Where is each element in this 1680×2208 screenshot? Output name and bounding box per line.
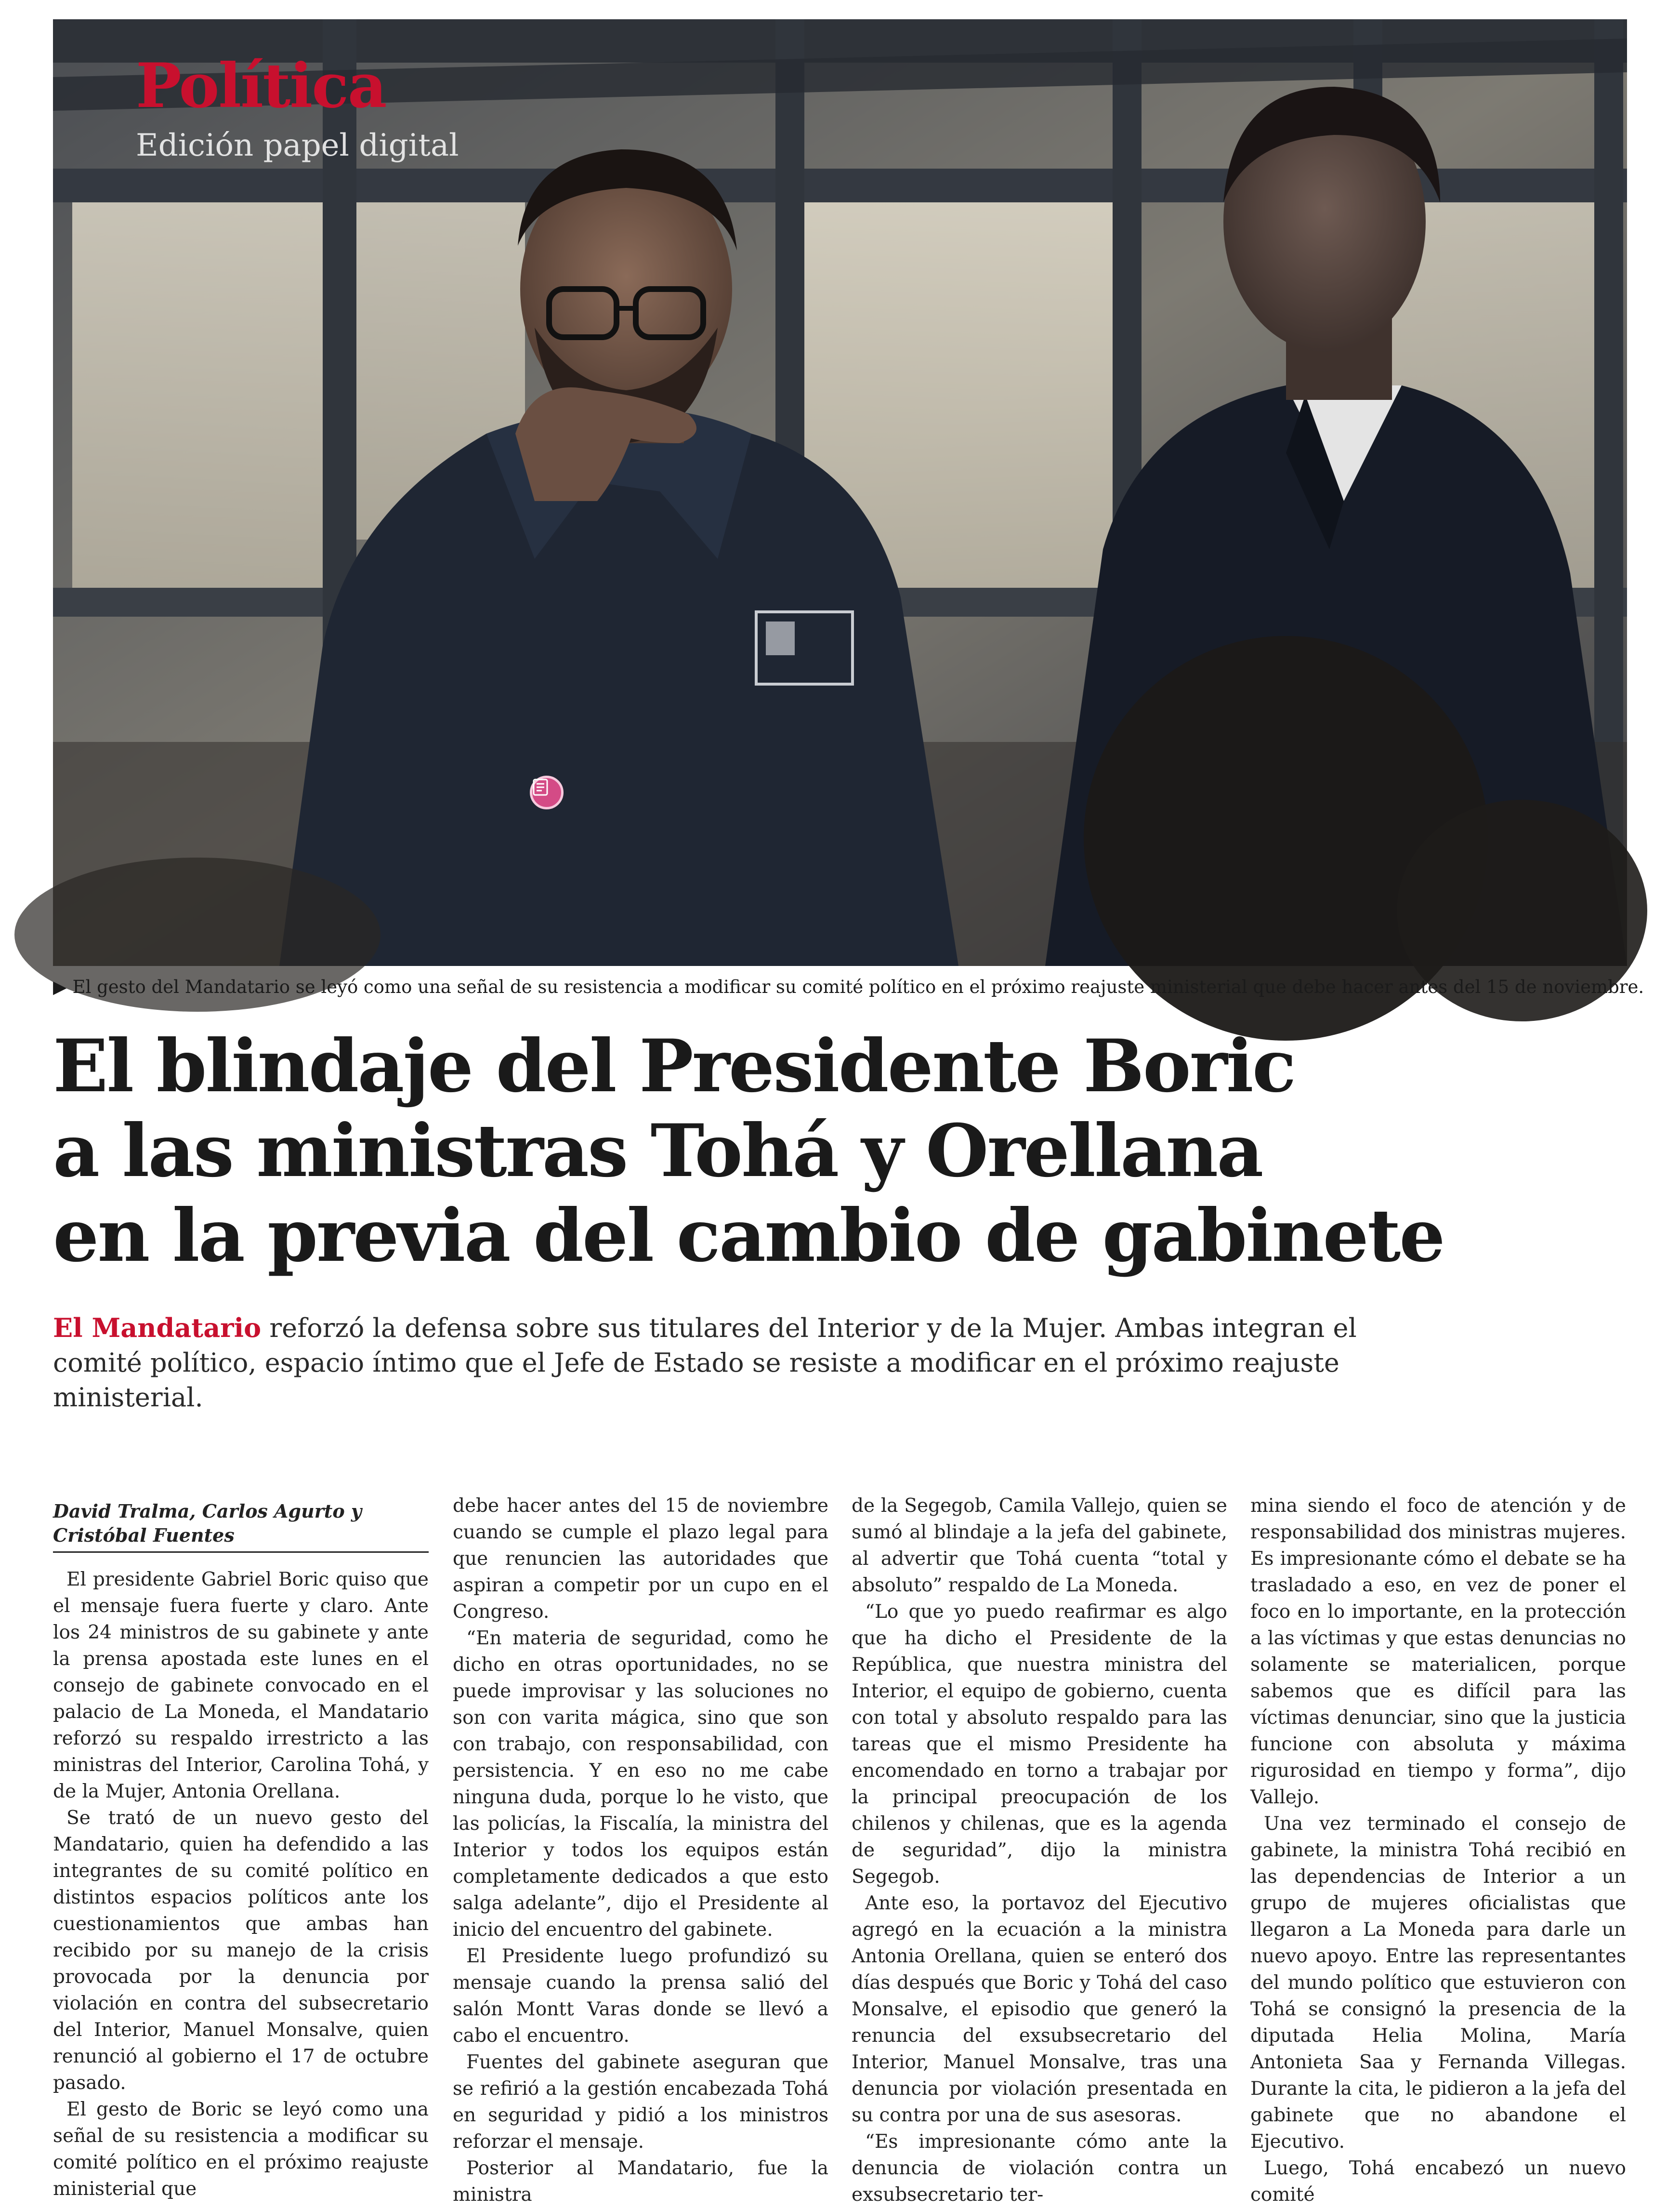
paragraph: mina siendo el foco de atención y de responsabilidad dos ministras mujeres. Es impresionante cómo el debate se ha trasladado a eso, en vez de poner el foco en lo importante, en la protección a las víctimas y que estas denuncias no solamente se materialicen, porque sabemos que es difícil para las víctimas denunciar, sino que la justicia funcione con absoluta y máxima rigurosidad en tiempo y forma”, dijo Vallejo. [1250,1495,1626,1808]
paragraph: Una vez terminado el consejo de gabinete, la ministra Tohá recibió en las dependencias de Interior a un grupo de mujeres oficialistas que llegaron a La Moneda para darle un nuevo apoyo. Entre las representantes del mundo político que estuvieron con Tohá se consignó la presencia de la diputada Helia Molina, María Antonieta Saa y Fernanda Villegas. Durante la cita, le pidieron a la jefa del gabinete que no abandone el Ejecutivo. [1250,1813,1626,2153]
paragraph: Posterior al Mandatario, fue la ministra [453,2157,828,2206]
lead-photo [53,19,1627,966]
headline-line: a las ministras Tohá y Orellana [53,1109,1262,1193]
deck-lead: El Mandatario [53,1312,262,1343]
caption-text: El gesto del Mandatario se leyó como una señal de su resistencia a modificar su comité político en el próximo reajuste ministerial que debe hacer antes del 15 de noviembre. [72,977,1644,997]
article-column-4 [1250,1493,1626,2208]
headline-line: en la previa del cambio de gabinete [53,1193,1444,1278]
document-pin-icon[interactable] [530,776,564,809]
byline: David Tralma, Carlos Agurto y Cristóbal Fuentes [53,1499,429,1553]
article-column-3 [852,1493,1227,2208]
paragraph: “En materia de seguridad, como he dicho en otras oportunidades, no se puede improvisar y las soluciones no son con varita mágica, sino que son con trabajo, con responsabilidad, con persistencia. Y en eso no me cabe ninguna duda, porque lo he visto, que las policías, la Fiscalía, la ministra del Interior y todos los equipos están completamente dedicados a que esto salga adelante”, dijo el Presidente al inicio del encuentro del gabinete. [453,1627,828,1941]
paragraph: El gesto de Boric se leyó como una señal de su resistencia a modificar su comité político en el próximo reajuste ministerial que [53,2099,429,2200]
paragraph: Se trató de un nuevo gesto del Mandatario, quien ha defendido a las integrantes de su comité político en distintos espacios políticos ante los cuestionamientos que ambas han recibido por su manejo de la crisis provocada por la denuncia por violación en contra del subsecretario del Interior, Manuel Monsalve, quien renunció al gobierno el 17 de octubre pasado. [53,1807,429,2094]
paragraph: El Presidente luego profundizó su mensaje cuando la prensa salió del salón Montt Varas donde se llevó a cabo el encuentro. [453,1945,828,2047]
article-column-1 [53,1499,429,2202]
headline [53,1024,1570,1278]
photo-caption [53,976,1644,999]
paragraph: Ante eso, la portavoz del Ejecutivo agregó en la ecuación a la ministra Antonia Orellana, quien se enteró dos días después que Boric y Tohá del caso Monsalve, el episodio que generó la renuncia del exsubsecretario del Interior, Manuel Monsalve, tras una denuncia por violación presentada en su contra por una de sus asesoras. [852,1892,1227,2126]
paragraph: “Lo que yo puedo reafirmar es algo que ha dicho el Presidente de la República, que nuestra ministra del Interior, el equipo de gobierno, cuenta con total y absoluto respaldo para las tareas que el mismo Presidente ha encomendado en torno a trabajar por la principal preocupación de los chilenos y chilenas, que es la agenda de seguridad”, dijo la ministra Segegob. [852,1601,1227,1888]
document-icon [532,778,549,796]
headline-line: El blindaje del Presidente Boric [53,1024,1295,1109]
section-subtitle: Edición papel digital [136,128,459,163]
section-title: Política [136,50,386,121]
paragraph: Fuentes del gabinete aseguran que se refirió a la gestión encabezada Tohá en seguridad y pidió a los ministros reforzar el mensaje. [453,2051,828,2153]
article-deck [53,1310,1426,1415]
paragraph: de la Segegob, Camila Vallejo, quien se sumó al blindaje a la jefa del gabinete, al advertir que Tohá cuenta “total y absoluto” respaldo de La Moneda. [852,1495,1227,1596]
article-column-2 [453,1493,828,2208]
paragraph: debe hacer antes del 15 de noviembre cuando se cumple el plazo legal para que renuncien las autoridades que aspiran a competir por un cupo en el Congreso. [453,1495,828,1623]
paragraph: El presidente Gabriel Boric quiso que el mensaje fuera fuerte y claro. Ante los 24 ministros de su gabinete y ante la prensa apostada este lunes en el consejo de gabinete convocado en el palacio de La Moneda, el Mandatario reforzó su respaldo irrestricto a las ministras del Interior, Carolina Tohá, y de la Mujer, Antonia Orellana. [53,1569,429,1802]
deck-text: reforzó la defensa sobre sus titulares del Interior y de la Mujer. Ambas integran el comité político, espacio íntimo que el Jefe de Estado se resiste a modificar en el próximo reajuste ministerial. [53,1313,1357,1413]
paragraph: Luego, Tohá encabezó un nuevo comité [1250,2157,1626,2206]
paragraph: “Es impresionante cómo ante la denuncia de violación contra un exsubsecretario ter- [852,2131,1227,2206]
caption-marker-icon: ▶ [53,977,67,997]
